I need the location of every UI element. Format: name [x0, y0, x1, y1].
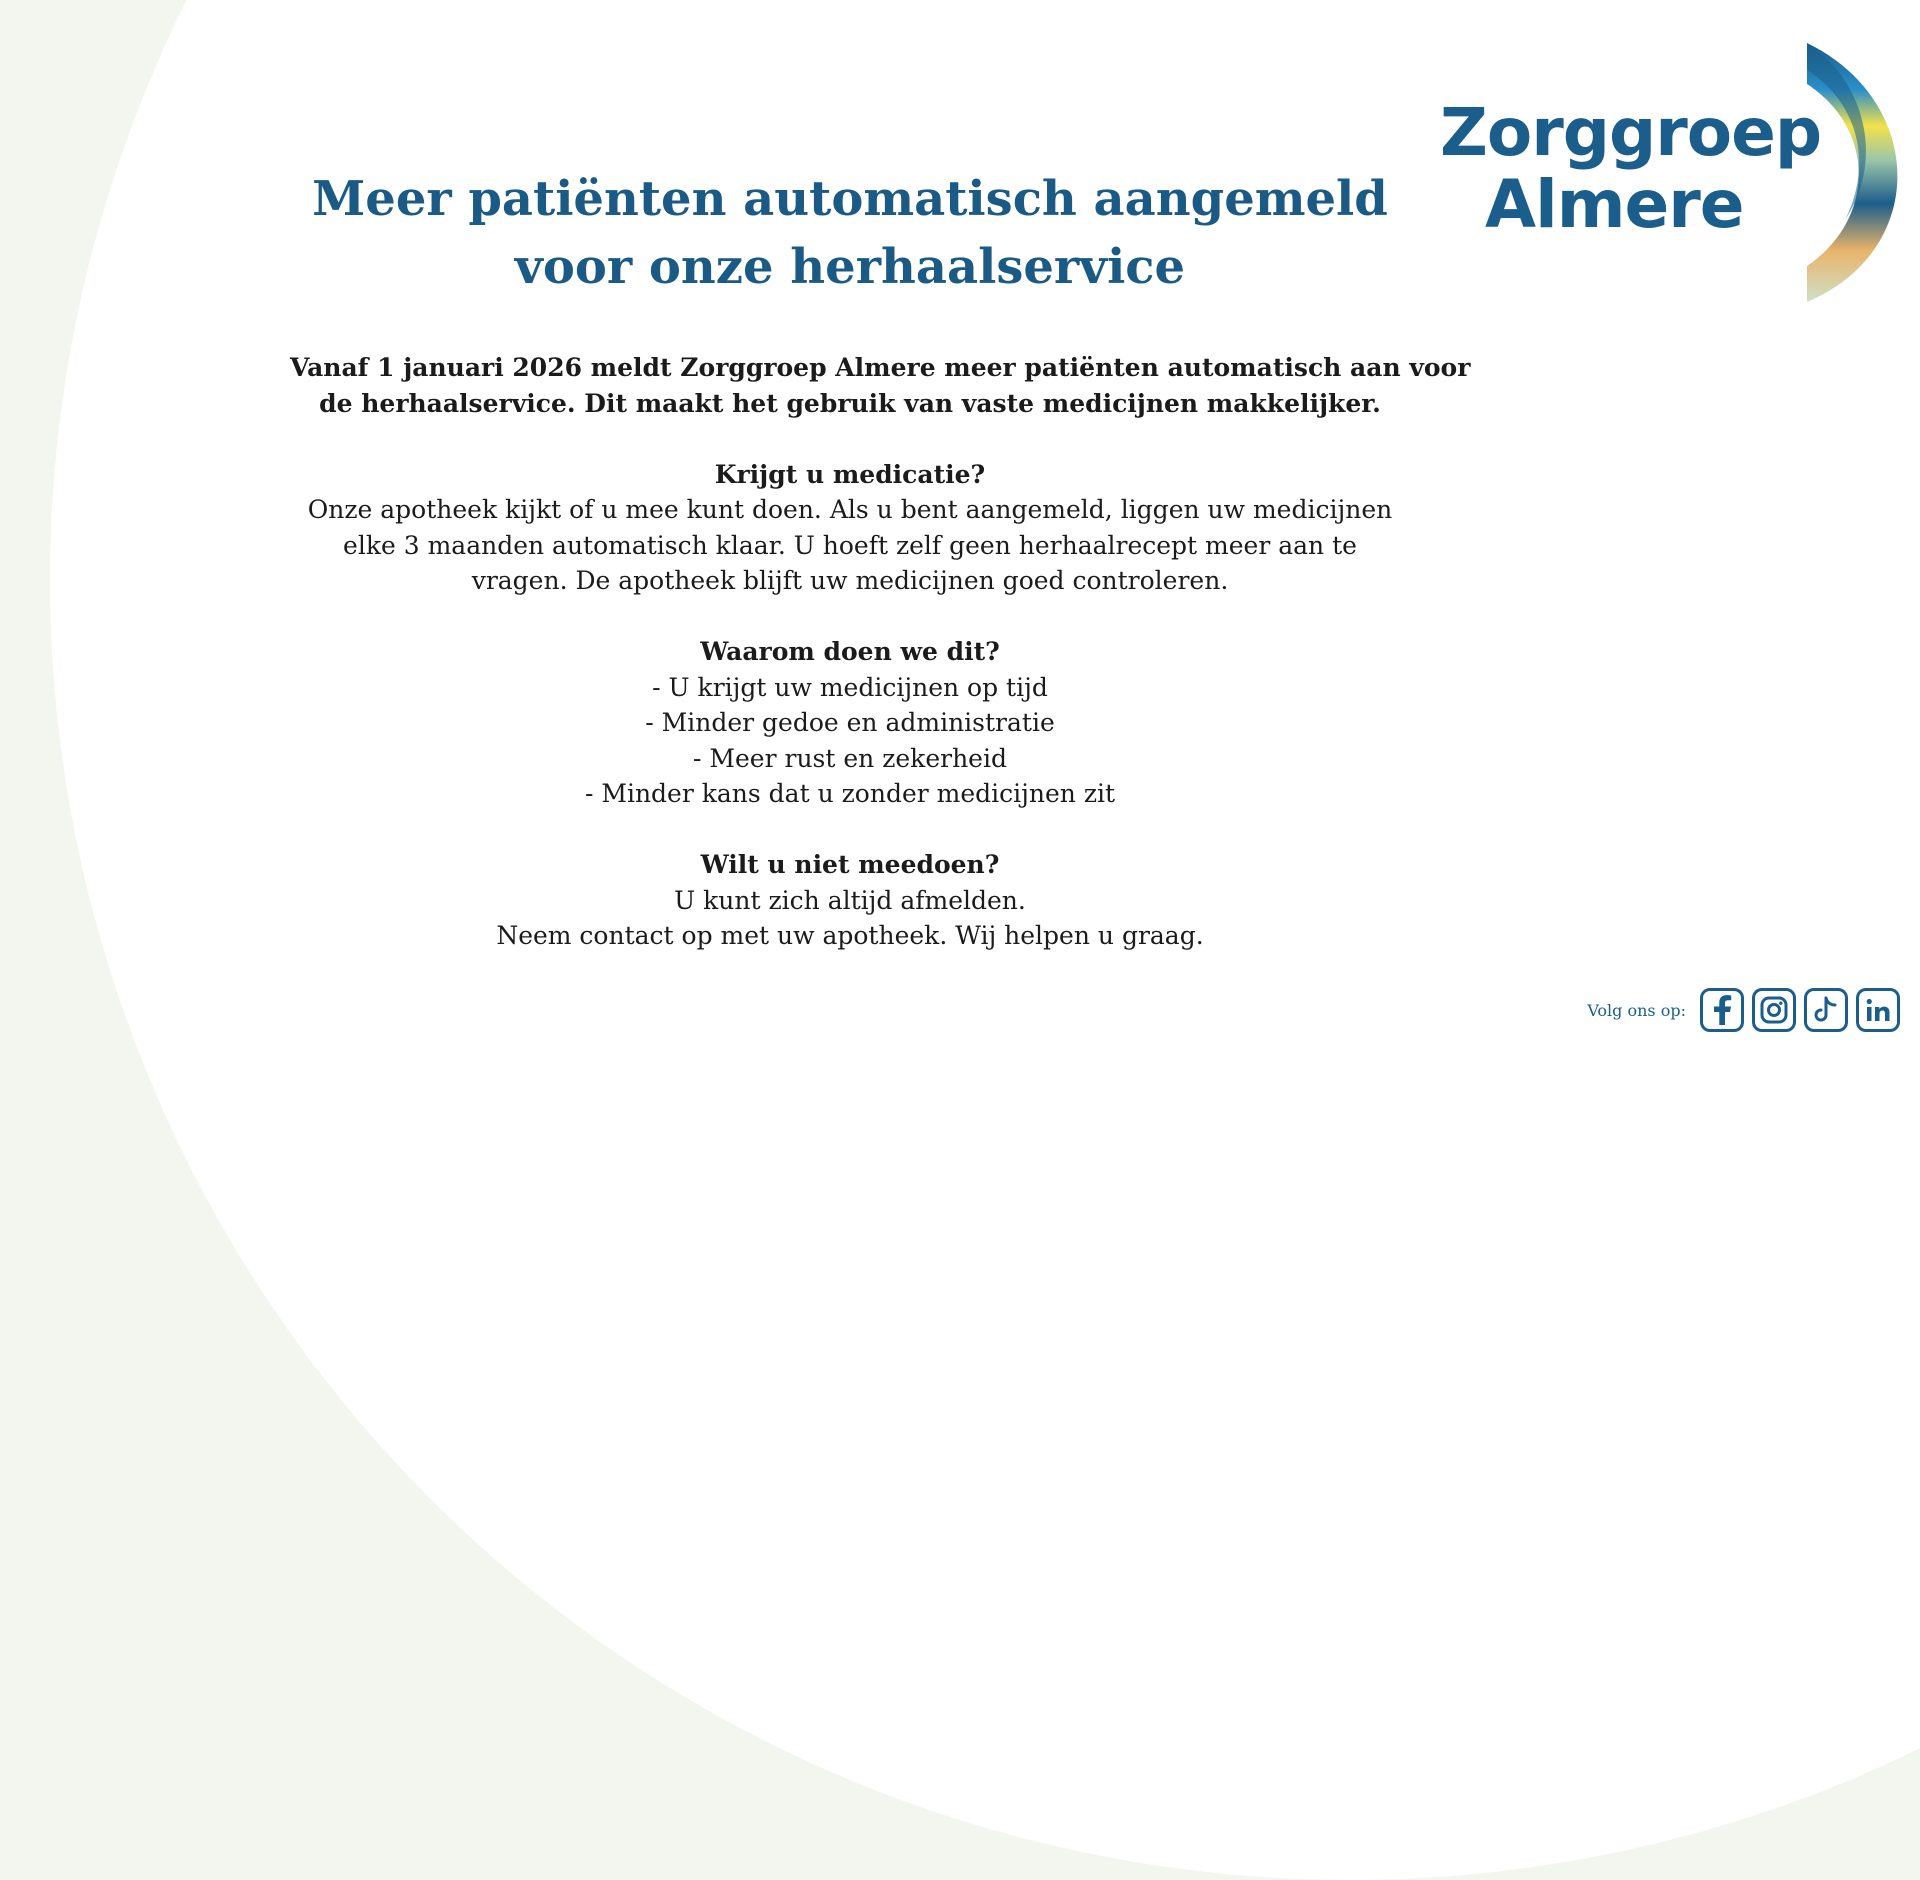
- page-title: [290, 165, 1410, 301]
- section-text-line: U kunt zich altijd afmelden.: [674, 885, 1026, 915]
- logo-arc-icon: [1805, 40, 1905, 310]
- list-item: - Meer rust en zekerheid: [693, 743, 1007, 773]
- title-line-2: voor onze herhaalservice: [514, 239, 1186, 295]
- section-text-line: elke 3 maanden automatisch klaar. U hoeft zelf geen herhaalrecept meer aan te: [343, 530, 1357, 560]
- social-label: Volg ons op:: [1587, 1000, 1686, 1020]
- list-item: - U krijgt uw medicijnen op tijd: [652, 672, 1048, 702]
- section-text-line: Onze apotheek kijkt of u mee kunt doen. Als u bent aangemeld, liggen uw medicijnen: [307, 495, 1393, 524]
- section-heading-medicatie: Krijgt u medicatie?: [714, 459, 986, 489]
- facebook-icon[interactable]: [1700, 988, 1744, 1032]
- logo-wordmark: [1440, 94, 1822, 243]
- spacer: [290, 812, 1410, 848]
- tiktok-icon[interactable]: [1804, 988, 1848, 1032]
- announcement-body: [290, 350, 1471, 954]
- intro-line-2: de herhaalservice. Dit maakt het gebruik van vaste medicijnen makkelijker.: [319, 388, 1381, 418]
- instagram-icon[interactable]: [1752, 988, 1796, 1032]
- logo-line-2: Almere: [1485, 166, 1744, 243]
- section-heading-waarom: Waarom doen we dit?: [700, 637, 1000, 666]
- intro-line-1: Vanaf 1 januari 2026 meldt Zorggroep Almere meer patiënten automatisch aan voor: [290, 353, 1471, 382]
- spacer: [290, 599, 1410, 635]
- spacer: [290, 421, 1410, 457]
- linkedin-icon[interactable]: [1856, 988, 1900, 1032]
- logo-line-1: Zorggroep: [1440, 94, 1822, 171]
- title-line-1: Meer patiënten automatisch aangemeld: [312, 171, 1388, 227]
- section-text-line: vragen. De apotheek blijft uw medicijnen goed controleren.: [471, 566, 1229, 595]
- list-item: - Minder kans dat u zonder medicijnen zit: [584, 779, 1116, 808]
- zorggroep-almere-logo: [1440, 40, 1910, 310]
- section-heading-afmelden: Wilt u niet meedoen?: [700, 850, 1000, 879]
- social-links: [1587, 985, 1900, 1035]
- section-text-line: Neem contact op met uw apotheek. Wij helpen u graag.: [496, 921, 1204, 950]
- list-item: - Minder gedoe en administratie: [645, 708, 1055, 737]
